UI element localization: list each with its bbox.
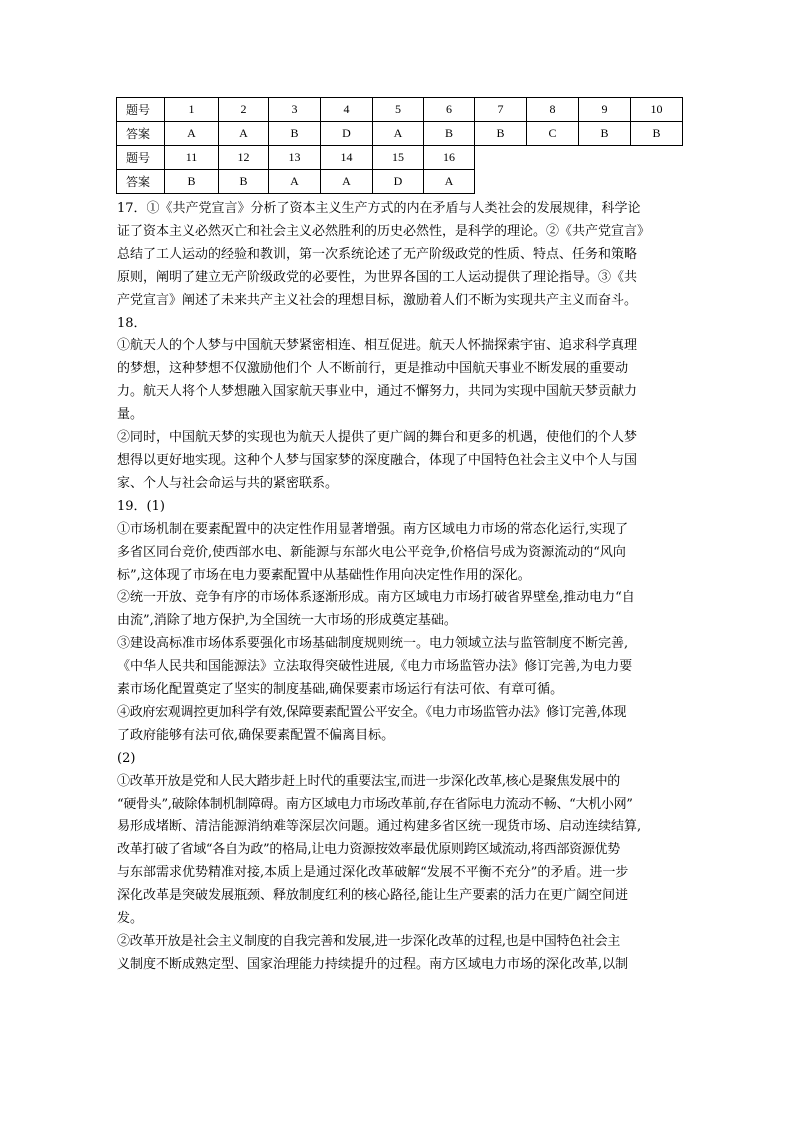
table-row	[117, 98, 683, 122]
table-cell: 7	[475, 98, 527, 122]
text-line: 多省区同台竞价,使西部水电、新能源与东部火电公平竞争,价格信号成为资源流动的“风向	[117, 544, 626, 560]
text-line: 易形成堵断、清洁能源消纳难等深层次问题。通过构建多省区统一现货市场、启动连续结算,	[117, 819, 642, 835]
table-cell: A	[321, 170, 373, 194]
text-line: 的梦想，这种梦想不仅激励他们个 人不断前行，更是推动中国航天事业不断发展的重要动	[117, 361, 629, 377]
text-line: 《中华人民共和国能源法》立法取得突破性进展,《电力市场监管办法》修订完善,为电力要	[117, 659, 633, 675]
text-line: 发。	[117, 911, 144, 927]
text-line: 义制度不断成熟定型、国家治理能力持续提升的过程。南方区域电力市场的深化改革,以制	[117, 956, 629, 972]
table-cell: 10	[631, 98, 683, 122]
text-line: 标”,这体现了市场在电力要素配置中从基础性作用向决定性作用的深化。	[117, 567, 531, 583]
table-cell: 16	[424, 146, 475, 170]
text-line: “硬骨头”,破除体制机制障碍。南方区域电力市场改革前,存在省际电力流动不畅、“大机小网”	[117, 796, 633, 812]
table-cell: B	[269, 122, 321, 146]
text-line: 力。航天人将个人梦想融入国家航天事业中，通过不懈努力，共同为实现中国航天梦贡献力	[117, 384, 638, 400]
text-line: ③建设高标准市场体系要强化市场基础制度规则统一。电力领域立法与监管制度不断完善,	[117, 636, 629, 652]
text-line: 19．(1)	[117, 498, 165, 514]
text-line: ①市场机制在要素配置中的决定性作用显著增强。南方区域电力市场的常态化运行,实现了	[117, 521, 629, 537]
table-row	[117, 146, 683, 170]
table-header-cell: 答案	[117, 170, 165, 194]
text-line: 证了资本主义必然灭亡和社会主义必然胜利的历史必然性，是科学的理论。②《共产党宣言》	[117, 223, 651, 239]
table-cell: 1	[165, 98, 219, 122]
table-cell: D	[373, 170, 424, 194]
table-cell: A	[373, 122, 424, 146]
table-cell: B	[165, 170, 219, 194]
table-cell: 11	[165, 146, 219, 170]
table-cell: A	[424, 170, 475, 194]
table-cell: 14	[321, 146, 373, 170]
text-line: 家、个人与社会命运与共的紧密联系。	[117, 475, 339, 491]
table-cell: 15	[373, 146, 424, 170]
text-line: 产党宣言》阐述了未来共产主义社会的理想目标，激励着人们不断为实现共产主义而奋斗。	[117, 292, 638, 308]
text-line: ④政府宏观调控更加科学有效,保障要素配置公平安全。《电力市场监管办法》修订完善,体现	[117, 704, 627, 720]
text-line: ②同时，中国航天梦的实现也为航天人提供了更广阔的舞台和更多的机遇，使他们的个人梦	[117, 430, 638, 446]
table-cell: A	[269, 170, 321, 194]
table-cell: 9	[579, 98, 631, 122]
table-cell: 13	[269, 146, 321, 170]
table-cell: 6	[424, 98, 475, 122]
table-cell: 2	[219, 98, 269, 122]
text-line: 素市场化配置奠定了坚实的制度基础,确保要素市场运行有法可依、有章可循。	[117, 682, 564, 698]
text-line: 由流”,消除了地方保护,为全国统一大市场的形成奠定基础。	[117, 613, 457, 629]
text-line: ①改革开放是党和人民大踏步赶上时代的重要法宝,而进一步深化改革,核心是聚焦发展中的	[117, 773, 620, 789]
answer-text-body	[117, 198, 691, 977]
text-line: 与东部需求优势精准对接,本质上是通过深化改革破解“发展不平衡不充分”的矛盾。进一步	[117, 865, 629, 881]
table-cell: C	[527, 122, 579, 146]
table-cell: 4	[321, 98, 373, 122]
text-line: ②统一开放、竞争有序的市场体系逐渐形成。南方区域电力市场打破省界壁垒,推动电力“自	[117, 590, 635, 606]
text-line: 了政府能够有法可依,确保要素配置不偏离目标。	[117, 727, 395, 743]
table-cell: B	[579, 122, 631, 146]
text-line: 总结了工人运动的经验和教训，第一次系统论述了无产阶级政党的性质、特点、任务和策略	[117, 246, 638, 262]
table-header-cell: 答案	[117, 122, 165, 146]
text-line: ①航天人的个人梦与中国航天梦紧密相连、相互促进。航天人怀揣探索宇宙、追求科学真理	[117, 338, 638, 354]
table-cell: B	[219, 170, 269, 194]
answer-table	[116, 97, 683, 194]
table-blank-area	[475, 170, 683, 194]
table-cell: A	[219, 122, 269, 146]
text-line: 原则，阐明了建立无产阶级政党的必要性，为世界各国的工人运动提供了理论指导。③《共	[117, 269, 638, 285]
table-cell: 12	[219, 146, 269, 170]
table-cell: B	[475, 122, 527, 146]
text-line: ②改革开放是社会主义制度的自我完善和发展,进一步深化改革的过程,也是中国特色社会主	[117, 934, 620, 949]
table-cell: D	[321, 122, 373, 146]
text-line: 改革打破了省域“各自为政”的格局,让电力资源按效率最优原则跨区域流动,将西部资源优势	[117, 842, 620, 858]
table-row	[117, 122, 683, 146]
table-cell: 5	[373, 98, 424, 122]
table-cell: 3	[269, 98, 321, 122]
table-header-cell: 题号	[117, 146, 165, 170]
text-line: 想得以更好地实现。这种个人梦与国家梦的深度融合，体现了中国特色社会主义中个人与国	[117, 452, 638, 468]
table-cell: 8	[527, 98, 579, 122]
table-row	[117, 170, 683, 194]
table-cell: B	[424, 122, 475, 146]
text-line: 量。	[117, 407, 144, 423]
text-line: 深化改革是突破发展瓶颈、释放制度红利的核心路径,能让生产要素的活力在更广阔空间迸	[117, 888, 629, 904]
text-line: 18．	[117, 315, 147, 331]
table-blank-area	[475, 146, 683, 170]
table-cell: B	[631, 122, 683, 146]
table-header-cell: 题号	[117, 98, 165, 122]
table-cell: A	[165, 122, 219, 146]
text-line: (2)	[117, 750, 136, 766]
text-line: 17．①《共产党宣言》分析了资本主义生产方式的内在矛盾与人类社会的发展规律，科学论	[117, 201, 641, 216]
